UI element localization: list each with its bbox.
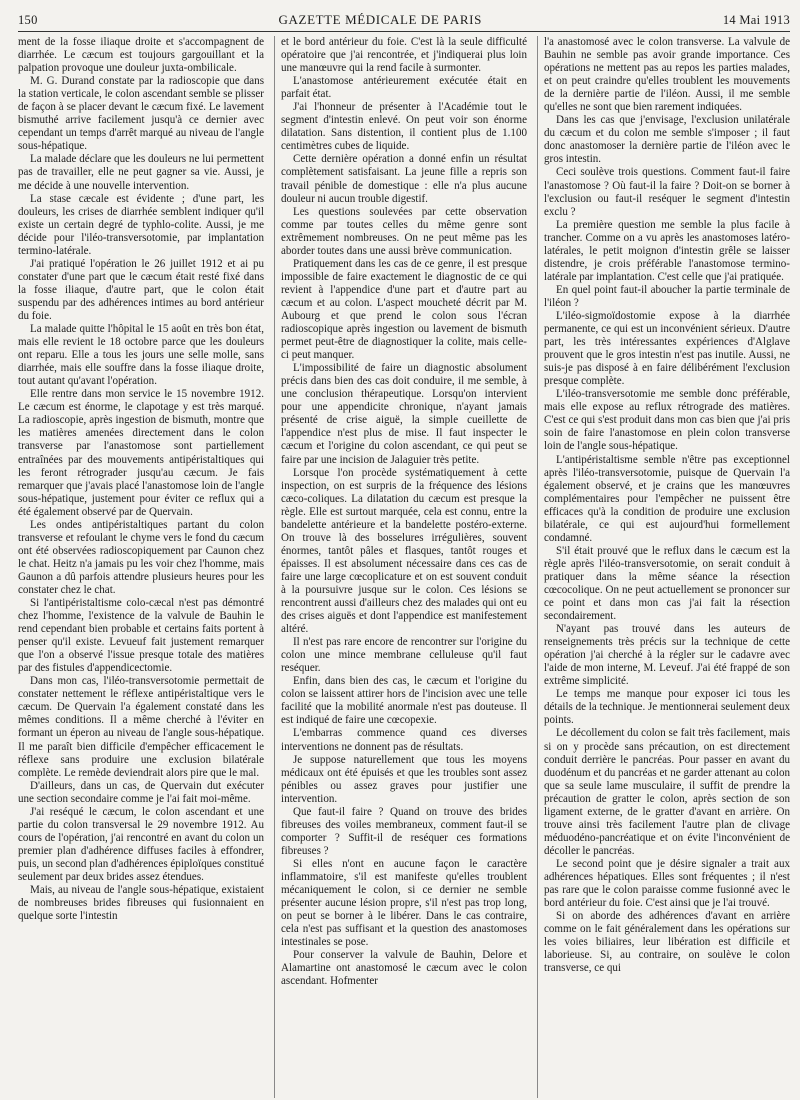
paragraph: Elle rentre dans mon service le 15 novembre 1912. Le cæcum est énorme, le clapotage y est très marqué. La radioscopie, après ingestion de bismuth, montre que les matières amenées directement dans le colon transverse par l'anastomose sont partiellement entraînées par des mouvements antipéristaltiques qui les feront rétrograder jusqu'au cæcum. Je fais remarquer que j'avais placé l'anastomose loin de l'angle sous-hépatique, justement pour éviter ce reflux qui a été également observé par de Quervain. <box>18 388 264 518</box>
paragraph: Les ondes antipéristaltiques partant du colon transverse et refoulant le chyme vers le fond du cæcum ont été observées radioscopiquement par Caunon chez le chat. Heitz n'a jamais pu les voir chez l'homme, mais Gaunon a dû parfois attendre plusieurs heures pour les constater chez le chat. <box>18 518 264 596</box>
paragraph: J'ai l'honneur de présenter à l'Académie tout le segment d'intestin enlevé. On peut voir son énorme dilatation. Sans distention, il contient plus de 1.100 centimètres cubes de liquide. <box>281 101 527 153</box>
text-column-left <box>18 36 264 1098</box>
paragraph: La stase cæcale est évidente ; d'une part, les douleurs, les crises de diarrhée semblent indiquer qu'il existe un certain degré de typhlo-colite. Aussi, je me décide pour l'iléo-transversotomie, par implantation termino-latérale. <box>18 192 264 257</box>
paragraph: L'impossibilité de faire un diagnostic absolument précis dans bien des cas doit conduire, il me semble, à une conclusion thérapeutique. Lorsqu'on intervient pour une appendicite chronique, n'ayant jamais présenté de crise aiguë, la simple cueillette de l'appendice n'est plus de mise. Il faut inspecter le cæcum et l'origine du colon ascendant, ce qui peut se faire par une incision de Jalaguier très petite. <box>281 362 527 466</box>
paragraph: Si elles n'ont en aucune façon le caractère inflammatoire, s'il est manifeste qu'elles troublent mécaniquement le colon, si ce dernier ne semble présenter aucune lésion propre, s'il n'est pas trop long, on peut se borner à le libérer. Dans le cas contraire, cela n'est pas suffisant et la question des anastomoses intestinales se pose. <box>281 857 527 949</box>
paragraph: ment de la fosse iliaque droite et s'accompagnent de diarrhée. Le cæcum est toujours gargouillant et la palpation provoque une douleur juxta-ombilicale. <box>18 36 264 75</box>
paragraph: Enfin, dans bien des cas, le cæcum et l'origine du colon se laissent attirer hors de l'incision avec une telle facilité que la mobilité anormale n'est pas douteuse. Il est indiqué de faire une cœcopexie. <box>281 675 527 727</box>
paragraph: Le décollement du colon se fait très facilement, mais si on y procède sans précaution, on est directement conduit derrière le pancréas. Pour passer en avant du duodénum et du pancréas et ne garder attenant au colon que sa seule lame musculaire, il suffit de prendre la précaution de gratter le colon, après section de son ligament externe, de le gratter d'avant en arrière. On trouve ainsi très facilement l'autre plan de clivage méduodéno-pancréatique et on évite l'inconvénient de décoller le pancréas. <box>544 727 790 857</box>
paragraph: L'iléo-sigmoïdostomie expose à la diarrhée permanente, ce qui est un inconvénient sérieux. D'autre part, les très intéressantes expériences d'Alglave prouvent que le gros intestin n'est pas inutile. Aussi, ne suis-je pas disposé à en faire délibérément l'exclusion presque complète. <box>544 309 790 388</box>
paragraph: N'ayant pas trouvé dans les auteurs de renseignements très précis sur la technique de cette opération j'ai cherché à la régler sur le cadavre avec l'aide de mon interne, M. Leveuf. J'ai été frappé de son extrême simplicité. <box>544 623 790 688</box>
page-number: 150 <box>18 13 38 27</box>
paragraph: L'anastomose antérieurement exécutée était en parfait état. <box>281 75 527 101</box>
paragraph: Les questions soulevées par cette observation comme par toutes celles du même genre sont extrêmement nombreuses. On ne peut même pas les aborder toutes dans une aussi brève communication. <box>281 205 527 257</box>
paragraph: Pour conserver la valvule de Bauhin, Delore et Alamartine ont anastomosé le cæcum avec le colon ascendant. Hofmenter <box>281 949 527 988</box>
paragraph: J'ai pratiqué l'opération le 26 juillet 1912 et ai pu constater d'une part que le cæcum était resté fixé dans la fosse iliaque, d'autre part, que le colon était suspendu par des adhérences intimes au bord antérieur du foie. <box>18 257 264 322</box>
paragraph: S'il était prouvé que le reflux dans le cæcum est la règle après l'iléo-transversotomie, on serait conduit à pratiquer dans la même séance la résection cœcocolique. On ne peut actuellement se prononcer sur ce point et dans mon cas j'ai fait la résection secondairement. <box>544 544 790 623</box>
text-column-right <box>537 36 790 1098</box>
paragraph: Dans les cas que j'envisage, l'exclusion unilatérale du cæcum et du colon me semble s'imposer ; il faut donc anastomoser la dernière partie de l'iléon avec le gros intestin. <box>544 114 790 166</box>
paragraph: Mais, au niveau de l'angle sous-hépatique, existaient de nombreuses brides fibreuses qui fusionnaient en quelque sorte l'intestin <box>18 884 264 923</box>
paragraph: Si on aborde des adhérences d'avant en arrière comme on le fait généralement dans les opérations sur les voies biliaires, leur libération est difficile et laborieuse. Si, au contraire, on soulève le colon transverse, ce qui <box>544 910 790 975</box>
paragraph: Il n'est pas rare encore de rencontrer sur l'origine du colon une mince membrane celluleuse qu'il faut reséquer. <box>281 636 527 675</box>
paragraph: La malade déclare que les douleurs ne lui permettent pas de travailler, elle ne peut gagner sa vie. Aussi, je me décide à une nouvelle intervention. <box>18 153 264 192</box>
paragraph: Pratiquement dans les cas de ce genre, il est presque impossible de faire exactement le diagnostic de ce qui revient à l'appendice d'une part et d'autre part au cæcum et au colon. L'aspect moucheté décrit par M. Aubourg et que prend le colon sous l'écran radioscopique après ingestion ou lavement de bismuth permet peut-être de diagnostiquer la colite, mais celle-ci peut manquer. <box>281 257 527 362</box>
paragraph: Lorsque l'on procède systématiquement à cette inspection, on est surpris de la fréquence des lésions cæco-coliques. La dilatation du cæcum est presque la règle. Elle est surtout marquée, cela est connu, entre la bandelette antérieure et la bandelette postéro-externe. On trouve là des bosselures irrégulières, souvent énormes, tantôt pâles et flasques, tantôt rouges et épaisses. Il est absolument nécessaire dans ces cas de faire une large cœcoplicature et on est souvent conduit à la poursuivre jusque sur le colon. Ces lésions se rencontrent aussi d'ailleurs chez des malades qui ont eu des crises aiguës et dont l'appendice est manifestement altéré. <box>281 466 527 636</box>
paragraph: J'ai reséqué le cæcum, le colon ascendant et une partie du colon transversal le 29 novembre 1912. Au cours de l'opération, j'ai rencontré en avant du colon un premier plan d'adhérence diffuses faciles à effondrer, puis, un second plan d'adhérences épiploïques constitué seulement par deux brides assez étendues. <box>18 805 264 883</box>
paragraph: L'iléo-transversotomie me semble donc préférable, mais elle expose au reflux rétrograde des matières. C'est ce qui s'est produit dans mon cas bien que j'ai pris soin de faire l'anastomose en plein colon transverse loin de l'angle sous-hépatique. <box>544 388 790 453</box>
paragraph: Si l'antipéristaltisme colo-cæcal n'est pas démontré chez l'homme, l'existence de la valvule de Bauhin le rend cependant bien probable et certains faits portent à penser qu'il existe. Levueuf fait justement remarquer que l'on a observé l'issue presque totale des matières par des fistules d'appendicectomie. <box>18 597 264 675</box>
paragraph: Que faut-il faire ? Quand on trouve des brides fibreuses des voiles membraneux, comment faut-il se comporter ? Suffit-il de reséquer ces formations fibreuses ? <box>281 805 527 857</box>
paragraph: La première question me semble la plus facile à trancher. Comme on a vu après les anastomoses latéro-latérales, le petit moignon d'intestin grêle se laisser distendre, je crois préférable l'anastomose termino-latérale par implantation. C'est celle que j'ai pratiquée. <box>544 218 790 283</box>
paragraph: Ceci soulève trois questions. Comment faut-il faire l'anastomose ? Où faut-il la faire ? Doit-on se borner à l'exclusion ou faut-il reséquer le segment d'intestin exclu ? <box>544 166 790 218</box>
paragraph: l'a anastomosé avec le colon transverse. La valvule de Bauhin ne semble pas avoir grande importance. Ces opérations ne mettent pas au repos les parties malades, et on peut craindre qu'elles troublent les mouvements de la dernière partie de l'iléon. Aussi, il me semble qu'elles ne sont que bien rarement indiquées. <box>544 36 790 114</box>
page-header <box>18 12 790 32</box>
text-column-middle <box>274 36 527 1098</box>
paragraph: L'embarras commence quand ces diverses interventions ne donnent pas de résultats. <box>281 727 527 753</box>
paragraph: Le second point que je désire signaler a trait aux adhérences hépatiques. Elles sont fréquentes ; il n'est pas rare que le colon paraisse comme fusionné avec le bord antérieur du foie. C'est ainsi que je l'ai trouvé. <box>544 857 790 910</box>
paragraph: La malade quitte l'hôpital le 15 août en très bon état, mais elle revient le 18 octobre parce que les douleurs ont reparu. Elle a tous les jours une selle molle, sans diarrhée, mais elle souffre dans la fosse iliaque droite, tout autant qu'avant l'opération. <box>18 323 264 388</box>
issue-date: 14 Mai 1913 <box>722 13 790 27</box>
paragraph: et le bord antérieur du foie. C'est là la seule difficulté opératoire que j'ai rencontrée, et j'indiquerai plus loin une manœuvre qui la rend facile à surmonter. <box>281 36 527 75</box>
journal-title: GAZETTE MÉDICALE DE PARIS <box>278 12 482 27</box>
paragraph: En quel point faut-il aboucher la partie terminale de l'iléon ? <box>544 283 790 309</box>
paragraph: L'antipéristaltisme semble n'être pas exceptionnel après l'iléo-transversotomie, puisque de Quervain l'a également observé, et je crains que les manœuvres complémentaires pour l'empêcher ne puissent être efficaces qu'à la condition de produire une exclusion bilatérale, ce qui est aujourd'hui formellement condamné. <box>544 453 790 544</box>
paragraph: D'ailleurs, dans un cas, de Quervain dut exécuter une section secondaire comme je l'ai fait moi-même. <box>18 779 264 805</box>
paragraph: Dans mon cas, l'iléo-transversotomie permettait de constater nettement le réflexe antipéristaltique vers le cæcum. De Quervain l'a également constaté dans les mêmes conditions. Il a même cherché à l'éviter en formant un éperon au niveau de l'angle sous-hépatique. Il me paraît bien difficile d'empêcher efficacement le réflexe sans produire une exclusion bilatérale complète. Le remède deviendrait alors pire que le mal. <box>18 675 264 779</box>
text-columns <box>18 36 790 1098</box>
paragraph: Je suppose naturellement que tous les moyens médicaux ont été épuisés et que les troubles sont assez pénibles ou assez graves pour justifier une intervention. <box>281 753 527 805</box>
paragraph: Cette dernière opération a donné enfin un résultat complètement satisfaisant. La jeune fille a repris son travail pénible de domestique : elle n'a plus aucune douleur ni aucun trouble digestif. <box>281 153 527 205</box>
paragraph: Le temps me manque pour exposer ici tous les détails de la technique. Je mentionnerai seulement deux points. <box>544 688 790 727</box>
paragraph: M. G. Durand constate par la radioscopie que dans la station verticale, le colon ascendant semble se plisser de façon à se placer devant le cæcum fixé. Le lavement bismuthé arrive facilement jusqu'à ce dernier avec cependant un temps d'arrêt marqué au niveau de l'angle sous-hépatique. <box>18 75 264 153</box>
